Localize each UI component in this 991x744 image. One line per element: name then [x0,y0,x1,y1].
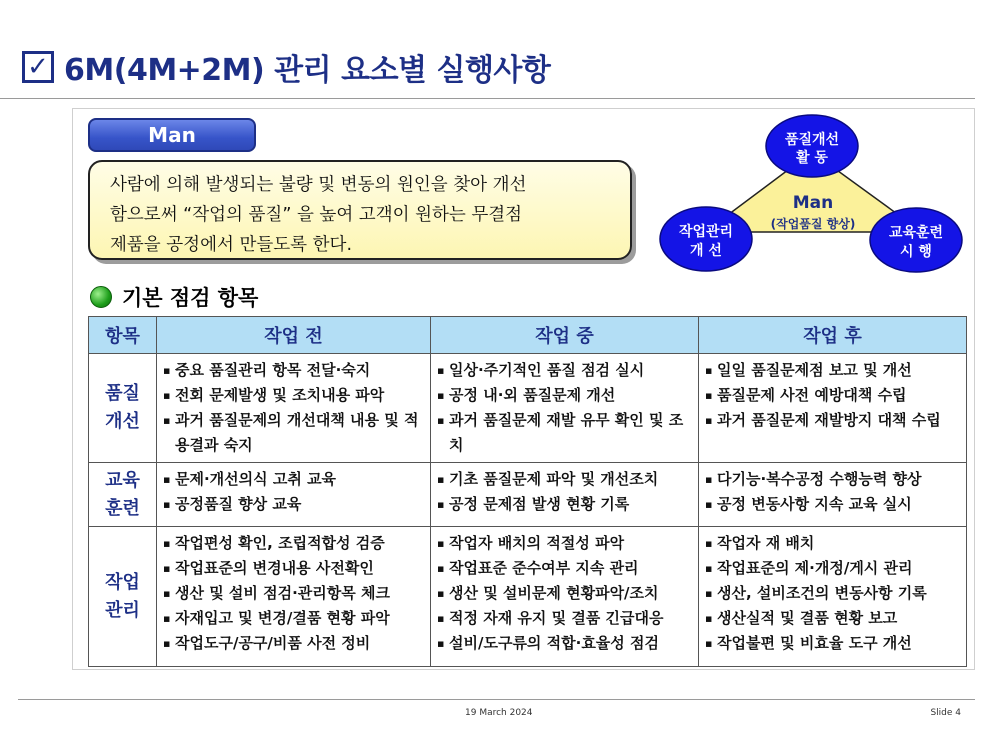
checkbox-icon: ✓ [22,51,54,83]
man-diagram [650,112,970,282]
diagram-center-sub: (작업품질 향상) [770,217,856,231]
table-row-training [89,463,967,527]
list-item: ▪ 작업표준 준수여부 지속 관리 [437,556,694,581]
before-cell [157,527,431,667]
header-after: 작업 후 [699,317,967,354]
header-during: 작업 중 [431,317,699,354]
circle-top-line2: 활 동 [796,150,828,166]
description-line: 사람에 의해 발생되는 불량 및 변동의 원인을 찾아 개선 [110,175,527,195]
list-item: ▪ 공정 문제점 발생 현황 기록 [437,492,694,517]
circle-left-line1: 작업관리 [678,224,734,240]
header-item: 항목 [89,317,157,354]
list-item: ▪ 중요 품질관리 항목 전달·숙지 [163,358,426,383]
category-line: 작업 [105,571,140,593]
list-item: ▪ 전회 문제발생 및 조치내용 파악 [163,383,426,408]
during-cell [431,527,699,667]
list-item: ▪ 기초 품질문제 파악 및 개선조치 [437,467,694,492]
diagram-center-title: Man [792,193,834,213]
table-row-quality [89,354,967,463]
category-line: 관리 [105,599,140,621]
list-item: ▪ 생산 및 설비 점검·관리항목 체크 [163,581,426,606]
before-cell [157,354,431,463]
circle-right-line1: 교육훈련 [888,225,944,241]
description-box [88,160,632,260]
list-item: ▪ 자재입고 및 변경/결품 현황 파악 [163,606,426,631]
list-item: ▪ 공정품질 향상 교육 [163,492,426,517]
during-cell [431,463,699,527]
after-cell [699,463,967,527]
list-item: ▪ 품질문제 사전 예방대책 수립 [705,383,962,408]
category-line: 개선 [105,411,140,432]
list-item: ▪ 작업도구/공구/비품 사전 정비 [163,631,426,656]
list-item: ▪ 작업표준의 제·개정/게시 관리 [705,556,962,581]
list-item: ▪ 생산, 설비조건의 변동사항 기록 [705,581,962,606]
list-item: ▪ 적정 자재 유지 및 결품 긴급대응 [437,606,694,631]
slide-number: Slide 4 [930,708,961,718]
section-heading [90,282,258,312]
list-item: ▪ 작업자 재 배치 [705,531,962,556]
during-cell [431,354,699,463]
category-cell [89,354,157,463]
man-badge: Man [88,118,256,152]
list-item: ▪ 생산 및 설비문제 현황파악/조치 [437,581,694,606]
list-item: ▪ 다기능·복수공정 수행능력 향상 [705,467,962,492]
list-item: ▪ 문제·개선의식 고취 교육 [163,467,426,492]
list-item: ▪ 과거 품질문제 재발 유무 확인 및 조치 [437,408,694,458]
before-cell [157,463,431,527]
list-item: ▪ 공정 내·외 품질문제 개선 [437,383,694,408]
footer-date: 19 March 2024 [465,708,533,718]
list-item: ▪ 작업자 배치의 적절성 파악 [437,531,694,556]
list-item: ▪ 일일 품질문제점 보고 및 개선 [705,358,962,383]
list-item: ▪ 작업불편 및 비효율 도구 개선 [705,631,962,656]
list-item: ▪ 공정 변동사항 지속 교육 실시 [705,492,962,517]
circle-top-line1: 품질개선 [784,132,840,148]
green-bullet-icon [90,286,112,308]
after-cell [699,527,967,667]
list-item: ▪ 생산실적 및 결품 현황 보고 [705,606,962,631]
after-cell [699,354,967,463]
list-item: ▪ 일상·주기적인 품질 점검 실시 [437,358,694,383]
list-item: ▪ 작업표준의 변경내용 사전확인 [163,556,426,581]
description-line: 제품을 공정에서 만들도록 한다. [110,235,353,255]
header-before: 작업 전 [157,317,431,354]
title-row [22,42,550,92]
description-line: 함으로써 “작업의 품질” 을 높여 고객이 원하는 무결점 [110,205,523,225]
category-cell [89,463,157,527]
category-line: 품질 [105,383,140,404]
circle-right-line2: 시 행 [900,244,932,260]
section-heading-text: 기본 점검 항목 [122,286,259,310]
list-item: ▪ 작업편성 확인, 조립적합성 검증 [163,531,426,556]
category-cell [89,527,157,667]
checklist-table [88,316,967,667]
table-row-work [89,527,967,667]
list-item: ▪ 설비/도구류의 적합·효율성 점검 [437,631,694,656]
page-title: 6M(4M+2M) 관리 요소별 실행사항 [64,53,551,88]
title-divider [0,98,975,99]
category-line: 교육 [105,469,140,491]
list-item: ▪ 과거 품질문제 재발방지 대책 수립 [705,408,962,433]
circle-left-line2: 개 선 [690,243,722,259]
table-header-row [89,317,967,354]
footer-divider [18,699,975,700]
category-line: 훈련 [105,497,140,519]
list-item: ▪ 과거 품질문제의 개선대책 내용 및 적용결과 숙지 [163,408,426,458]
